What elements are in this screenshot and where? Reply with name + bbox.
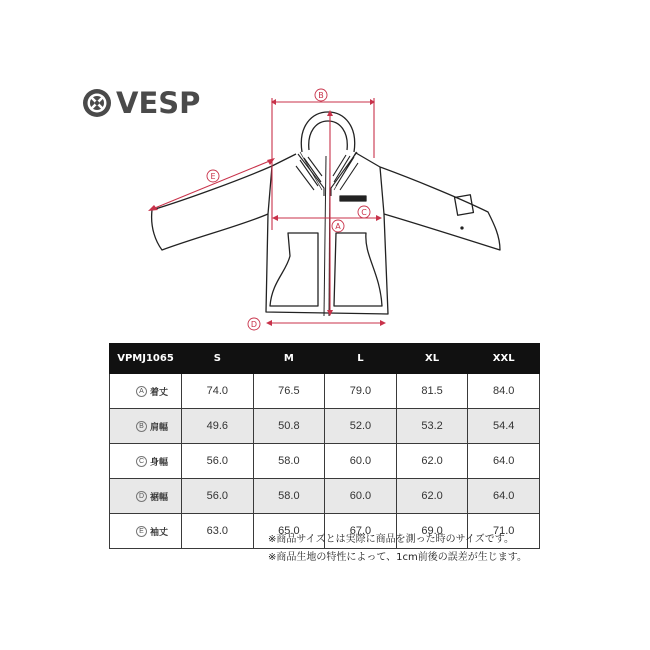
measure-label-a [332,220,344,232]
row-label [110,514,182,549]
measure-mark: A [136,386,147,397]
measure-name: 着丈 [150,386,169,397]
svg-text:E: E [210,172,216,181]
row-label [110,444,182,479]
table-cell: 65.0 [253,514,325,549]
table-cell: 62.0 [396,479,468,514]
size-header: XL [396,344,468,374]
table-cell: 69.0 [396,514,468,549]
brand-name: VESP [116,86,201,120]
table-cell: 54.4 [468,409,540,444]
measure-label-c [358,206,370,218]
table-row [110,409,540,444]
measure-name: 肩幅 [150,421,169,432]
table-cell: 62.0 [396,444,468,479]
row-label [110,409,182,444]
measure-label-b [315,89,327,101]
table-cell: 60.0 [325,444,397,479]
size-header: M [253,344,325,374]
svg-text:D: D [250,320,258,329]
table-cell: 56.0 [182,444,254,479]
note-line: ※商品生地の特性によって、1cm前後の誤差が生じます。 [268,552,527,563]
table-cell: 67.0 [325,514,397,549]
table-cell: 81.5 [396,374,468,409]
svg-text:A: A [335,222,341,231]
size-header: S [182,344,254,374]
table-cell: 74.0 [182,374,254,409]
model-number: VPMJ1065 [110,344,182,374]
size-notes [268,531,527,567]
table-cell: 84.0 [468,374,540,409]
table-cell: 76.5 [253,374,325,409]
measure-name: 袖丈 [150,526,169,537]
table-row [110,444,540,479]
table-cell: 58.0 [253,444,325,479]
measure-name: 身幅 [150,456,169,467]
table-cell: 52.0 [325,409,397,444]
table-row [110,479,540,514]
measure-mark: B [136,421,147,432]
size-header: L [325,344,397,374]
svg-text:C: C [361,208,367,217]
jacket-right-sleeve [380,167,500,250]
table-cell: 71.0 [468,514,540,549]
table-cell: 79.0 [325,374,397,409]
jacket-left-pocket [270,233,318,306]
size-header: XXL [468,344,540,374]
table-cell: 64.0 [468,444,540,479]
measure-mark: C [136,456,147,467]
table-cell: 60.0 [325,479,397,514]
row-label [110,479,182,514]
measure-mark: D [136,491,147,502]
table-cell: 49.6 [182,409,254,444]
size-chart-table [109,343,540,549]
measure-mark: E [136,526,147,537]
measure-name: 裾幅 [150,491,169,502]
table-cell: 56.0 [182,479,254,514]
row-label [110,374,182,409]
measure-label-d [248,318,260,330]
svg-text:B: B [318,91,324,100]
table-cell: 50.8 [253,409,325,444]
table-cell: 63.0 [182,514,254,549]
table-cell: 58.0 [253,479,325,514]
table-header-row [110,344,540,374]
measure-label-e [207,170,219,182]
table-cell: 64.0 [468,479,540,514]
jacket-body [266,153,388,314]
note-line: ※商品サイズとは実際に商品を測った時のサイズです。 [268,534,514,545]
table-row [110,374,540,409]
jacket-right-pocket [334,233,382,306]
table-cell: 53.2 [396,409,468,444]
